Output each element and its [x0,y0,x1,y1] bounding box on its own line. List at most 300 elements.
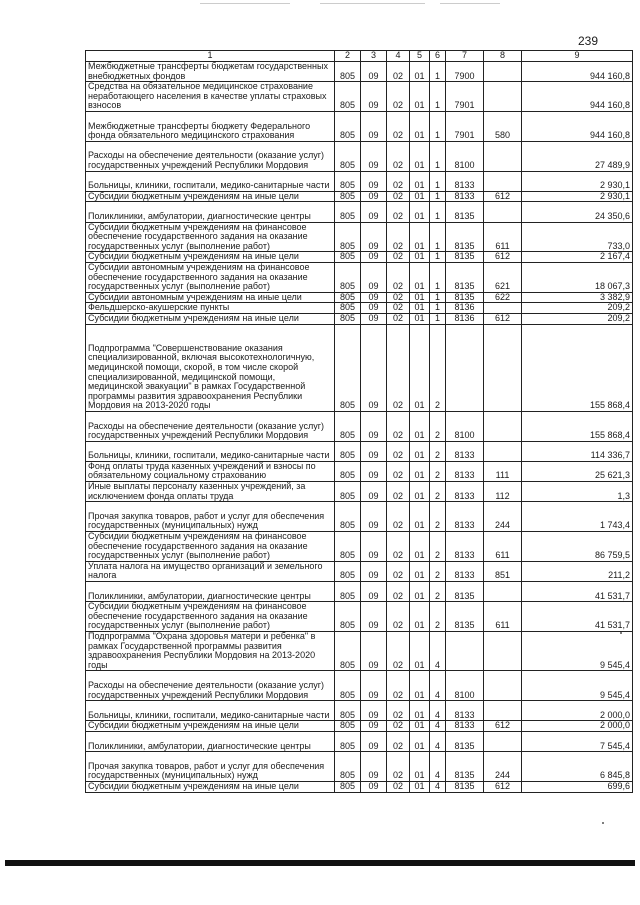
row-code-c2: 805 [335,502,361,532]
row-code-c8 [484,82,522,112]
row-code-c2: 805 [335,602,361,632]
table-row [86,82,633,112]
row-code-c9: 27 489,9 [522,141,633,171]
row-code-c3: 09 [361,701,387,721]
row-description: Субсидии бюджетным учреждениям на иные цели [86,191,335,202]
row-code-c6: 1 [430,262,446,292]
table-row [86,292,633,303]
row-code-c7: 8135 [446,602,484,632]
row-code-c8 [484,671,522,701]
row-description: Прочая закупка товаров, работ и услуг для обеспечения государственных (муниципальных) нужд [86,502,335,532]
row-description: Прочая закупка товаров, работ и услуг для обеспечения государственных (муниципальных) нужд [86,752,335,782]
row-code-c5: 01 [410,502,430,532]
header-cell: 6 [430,51,446,62]
row-code-c2: 805 [335,482,361,502]
row-code-c7: 8135 [446,202,484,222]
row-code-c8: 612 [484,781,522,792]
row-code-c3: 09 [361,141,387,171]
row-code-c4: 02 [387,632,410,671]
row-code-c3: 09 [361,671,387,701]
row-code-c6: 1 [430,313,446,324]
row-code-c4: 02 [387,141,410,171]
row-code-c8: 612 [484,721,522,732]
table-row [86,671,633,701]
row-code-c3: 09 [361,532,387,562]
table-row [86,732,633,752]
row-code-c4: 02 [387,721,410,732]
row-code-c7: 8135 [446,252,484,263]
row-code-c8: 611 [484,602,522,632]
row-code-c5: 01 [410,781,430,792]
row-description: Межбюджетные трансферты бюджету Федерального фонда обязательного медицинского страхования [86,111,335,141]
header-row [86,51,633,62]
row-code-c7: 8135 [446,292,484,303]
row-code-c4: 02 [387,502,410,532]
row-code-c5: 01 [410,252,430,263]
row-code-c3: 09 [361,262,387,292]
row-code-c7: 7900 [446,62,484,82]
row-code-c3: 09 [361,732,387,752]
row-code-c6: 4 [430,781,446,792]
row-code-c9: 2 000,0 [522,701,633,721]
row-code-c4: 02 [387,303,410,314]
row-code-c9: 2 167,4 [522,252,633,263]
row-code-c8: 621 [484,262,522,292]
row-code-c5: 01 [410,262,430,292]
row-code-c2: 805 [335,313,361,324]
row-code-c3: 09 [361,482,387,502]
row-code-c3: 09 [361,721,387,732]
row-code-c9: 9 545,4 [522,632,633,671]
row-description: Подпрограмма "Охрана здоровья матери и ребенка" в рамках Государственной программы развития здравоохранения Республики Мордовия на 2013-2020 годы [86,632,335,671]
row-code-c4: 02 [387,111,410,141]
row-code-c3: 09 [361,582,387,602]
row-code-c8: 244 [484,502,522,532]
row-code-c2: 805 [335,461,361,481]
table-row [86,252,633,263]
header-cell: 4 [387,51,410,62]
table-row [86,222,633,252]
row-code-c7: 8133 [446,721,484,732]
table-row [86,532,633,562]
row-code-c6: 1 [430,292,446,303]
row-code-c8 [484,303,522,314]
row-code-c5: 01 [410,532,430,562]
row-code-c3: 09 [361,461,387,481]
row-code-c3: 09 [361,62,387,82]
row-code-c4: 02 [387,701,410,721]
row-code-c5: 01 [410,313,430,324]
row-code-c3: 09 [361,324,387,411]
table-row [86,313,633,324]
row-code-c5: 01 [410,561,430,581]
table-row [86,62,633,82]
row-code-c9: 1 743,4 [522,502,633,532]
header-cell: 3 [361,51,387,62]
row-code-c3: 09 [361,752,387,782]
row-code-c3: 09 [361,411,387,441]
row-code-c4: 02 [387,461,410,481]
row-code-c9: 2 930,1 [522,171,633,191]
row-code-c3: 09 [361,781,387,792]
row-code-c2: 805 [335,671,361,701]
row-code-c7: 8100 [446,141,484,171]
row-code-c9: 944 160,8 [522,111,633,141]
row-code-c7: 8133 [446,171,484,191]
row-code-c2: 805 [335,732,361,752]
row-code-c5: 01 [410,671,430,701]
row-code-c9: 733,0 [522,222,633,252]
row-description: Фельдшерско-акушерские пункты [86,303,335,314]
table-row [86,701,633,721]
row-description: Больницы, клиники, госпитали, медико-санитарные части [86,701,335,721]
row-code-c9: 25 621,3 [522,461,633,481]
table-row [86,561,633,581]
row-code-c2: 805 [335,82,361,112]
row-description: Субсидии бюджетным учреждениям на иные цели [86,313,335,324]
row-code-c6: 4 [430,721,446,732]
scan-speck [620,632,622,634]
row-code-c7: 8135 [446,752,484,782]
page-number: 239 [577,34,598,48]
row-code-c2: 805 [335,324,361,411]
row-description: Иные выплаты персоналу казенных учреждений, за исключением фонда оплаты труда [86,482,335,502]
row-code-c2: 805 [335,141,361,171]
row-description: Поликлиники, амбулатории, диагностические центры [86,582,335,602]
row-code-c4: 02 [387,82,410,112]
scan-bottom-bar [5,860,635,866]
row-code-c7: 8133 [446,701,484,721]
table-row [86,582,633,602]
row-code-c5: 01 [410,752,430,782]
row-code-c9: 114 336,7 [522,441,633,461]
row-code-c9: 2 000,0 [522,721,633,732]
row-code-c5: 01 [410,222,430,252]
row-code-c6: 1 [430,202,446,222]
row-description: Расходы на обеспечение деятельности (оказание услуг) государственных учреждений Республики Мордовия [86,671,335,701]
row-code-c5: 01 [410,191,430,202]
row-description: Фонд оплаты труда казенных учреждений и взносы по обязательному социальному страхованию [86,461,335,481]
row-code-c4: 02 [387,441,410,461]
row-code-c7: 8136 [446,303,484,314]
row-code-c8: 611 [484,532,522,562]
row-code-c6: 1 [430,141,446,171]
row-code-c8 [484,141,522,171]
row-code-c8: 244 [484,752,522,782]
row-code-c9: 86 759,5 [522,532,633,562]
table-row [86,461,633,481]
row-code-c6: 2 [430,411,446,441]
row-code-c4: 02 [387,222,410,252]
row-description: Субсидии автономным учреждениям на финансовое обеспечение государственного задания на оказание государственных услуг (выполнение работ) [86,262,335,292]
row-code-c8 [484,411,522,441]
row-code-c9: 41 531,7 [522,602,633,632]
row-description: Субсидии бюджетным учреждениям на финансовое обеспечение государственного задания на оказание государственных услуг (выполнение работ) [86,532,335,562]
row-code-c8 [484,632,522,671]
row-description: Межбюджетные трансферты бюджетам государственных внебюджетных фондов [86,62,335,82]
row-description: Субсидии бюджетным учреждениям на финансовое обеспечение государственного задания на оказание государственных услуг (выполнение работ) [86,222,335,252]
row-code-c3: 09 [361,252,387,263]
row-code-c5: 01 [410,411,430,441]
table-row [86,502,633,532]
row-code-c2: 805 [335,303,361,314]
row-code-c4: 02 [387,781,410,792]
row-code-c9: 7 545,4 [522,732,633,752]
row-code-c5: 01 [410,701,430,721]
row-code-c5: 01 [410,171,430,191]
row-code-c3: 09 [361,202,387,222]
row-code-c6: 2 [430,532,446,562]
row-code-c6: 1 [430,252,446,263]
row-code-c2: 805 [335,632,361,671]
row-code-c8: 612 [484,313,522,324]
row-code-c6: 4 [430,671,446,701]
row-code-c2: 805 [335,252,361,263]
row-code-c7: 8133 [446,482,484,502]
row-code-c4: 02 [387,191,410,202]
row-code-c2: 805 [335,411,361,441]
row-code-c2: 805 [335,292,361,303]
table-row [86,111,633,141]
row-code-c9: 699,6 [522,781,633,792]
row-code-c9: 211,2 [522,561,633,581]
table-row [86,781,633,792]
row-description: Расходы на обеспечение деятельности (оказание услуг) государственных учреждений Республики Мордовия [86,411,335,441]
row-code-c4: 02 [387,752,410,782]
row-code-c5: 01 [410,202,430,222]
row-code-c8: 111 [484,461,522,481]
table-row [86,262,633,292]
row-code-c4: 02 [387,313,410,324]
row-code-c5: 01 [410,732,430,752]
row-code-c4: 02 [387,482,410,502]
row-code-c2: 805 [335,582,361,602]
row-code-c4: 02 [387,732,410,752]
row-code-c3: 09 [361,602,387,632]
row-description: Поликлиники, амбулатории, диагностические центры [86,202,335,222]
row-code-c5: 01 [410,62,430,82]
row-code-c7: 8135 [446,781,484,792]
row-code-c8 [484,701,522,721]
row-code-c6: 4 [430,632,446,671]
row-code-c6: 1 [430,222,446,252]
row-code-c7: 8135 [446,582,484,602]
budget-table [85,50,633,793]
table-row [86,411,633,441]
row-description: Уплата налога на имущество организаций и земельного налога [86,561,335,581]
row-code-c2: 805 [335,222,361,252]
row-description: Субсидии бюджетным учреждениям на иные цели [86,721,335,732]
row-description: Субсидии бюджетным учреждениям на финансовое обеспечение государственного задания на оказание государственных услуг (выполнение работ) [86,602,335,632]
row-code-c7 [446,324,484,411]
row-description: Расходы на обеспечение деятельности (оказание услуг) государственных учреждений Республики Мордовия [86,141,335,171]
row-code-c9: 2 930,1 [522,191,633,202]
row-code-c5: 01 [410,303,430,314]
row-code-c8 [484,62,522,82]
row-code-c3: 09 [361,82,387,112]
row-code-c7 [446,632,484,671]
row-code-c9: 41 531,7 [522,582,633,602]
row-code-c6: 4 [430,752,446,782]
row-code-c3: 09 [361,313,387,324]
header-cell: 5 [410,51,430,62]
row-code-c9: 944 160,8 [522,62,633,82]
row-code-c8: 851 [484,561,522,581]
row-code-c6: 2 [430,561,446,581]
header-cell: 1 [86,51,335,62]
row-code-c9: 155 868,4 [522,411,633,441]
row-code-c4: 02 [387,671,410,701]
row-code-c7: 8133 [446,191,484,202]
row-code-c2: 805 [335,262,361,292]
row-code-c6: 2 [430,502,446,532]
row-code-c7: 8133 [446,532,484,562]
row-code-c7: 8135 [446,222,484,252]
table-row [86,482,633,502]
row-code-c4: 02 [387,62,410,82]
row-code-c5: 01 [410,441,430,461]
header-cell: 8 [484,51,522,62]
table-row [86,602,633,632]
row-description: Больницы, клиники, госпитали, медико-санитарные части [86,441,335,461]
row-code-c5: 01 [410,292,430,303]
row-code-c8: 611 [484,222,522,252]
row-code-c2: 805 [335,532,361,562]
row-description: Субсидии бюджетным учреждениям на иные цели [86,252,335,263]
row-code-c6: 2 [430,441,446,461]
table-row [86,171,633,191]
row-code-c4: 02 [387,561,410,581]
row-code-c9: 209,2 [522,313,633,324]
row-code-c2: 805 [335,781,361,792]
row-code-c5: 01 [410,82,430,112]
row-code-c9: 209,2 [522,303,633,314]
row-code-c2: 805 [335,561,361,581]
row-code-c4: 02 [387,324,410,411]
row-code-c4: 02 [387,532,410,562]
row-code-c5: 01 [410,632,430,671]
row-code-c6: 2 [430,461,446,481]
row-code-c9: 6 845,8 [522,752,633,782]
row-code-c2: 805 [335,721,361,732]
row-code-c3: 09 [361,303,387,314]
row-code-c5: 01 [410,461,430,481]
row-code-c6: 1 [430,191,446,202]
row-code-c5: 01 [410,482,430,502]
table-row [86,191,633,202]
row-code-c5: 01 [410,324,430,411]
row-code-c7: 8133 [446,561,484,581]
table-row [86,324,633,411]
row-code-c7: 7901 [446,111,484,141]
table-row [86,721,633,732]
row-code-c9: 9 545,4 [522,671,633,701]
row-description: Субсидии бюджетным учреждениям на иные цели [86,781,335,792]
row-code-c2: 805 [335,111,361,141]
row-code-c4: 02 [387,262,410,292]
row-code-c4: 02 [387,252,410,263]
header-cell: 7 [446,51,484,62]
row-code-c2: 805 [335,701,361,721]
row-code-c3: 09 [361,292,387,303]
row-code-c9: 3 382,9 [522,292,633,303]
table-row [86,303,633,314]
row-code-c3: 09 [361,171,387,191]
row-code-c3: 09 [361,441,387,461]
row-code-c3: 09 [361,502,387,532]
row-description: Поликлиники, амбулатории, диагностические центры [86,732,335,752]
row-code-c6: 2 [430,602,446,632]
table-body [86,62,633,793]
row-code-c2: 805 [335,202,361,222]
table-row [86,441,633,461]
row-code-c7: 8135 [446,732,484,752]
row-code-c4: 02 [387,292,410,303]
row-code-c6: 4 [430,701,446,721]
row-code-c7: 8133 [446,461,484,481]
row-description: Подпрограмма "Совершенствование оказания специализированной, включая высокотехнологичную, медицинской помощи, скорой, в том числе скорой специализированной, медицинской помощи, медицинской эвакуации" в рамках Государственной программы развития здравоохранения Республики Мордовия на 2013-2020 годы [86,324,335,411]
row-code-c8: 622 [484,292,522,303]
row-code-c6: 1 [430,82,446,112]
row-code-c5: 01 [410,582,430,602]
row-code-c7: 8135 [446,262,484,292]
row-description: Больницы, клиники, госпитали, медико-санитарные части [86,171,335,191]
row-code-c7: 8133 [446,441,484,461]
table-row [86,632,633,671]
row-code-c2: 805 [335,171,361,191]
row-code-c7: 8100 [446,411,484,441]
table-row [86,202,633,222]
row-code-c3: 09 [361,222,387,252]
row-description: Субсидии автономным учреждениям на иные цели [86,292,335,303]
table-row [86,752,633,782]
row-code-c8: 580 [484,111,522,141]
row-code-c8 [484,202,522,222]
row-code-c6: 1 [430,171,446,191]
row-code-c6: 1 [430,62,446,82]
row-code-c9: 24 350,6 [522,202,633,222]
row-code-c9: 1,3 [522,482,633,502]
row-code-c8 [484,324,522,411]
row-code-c6: 4 [430,732,446,752]
row-code-c7: 8136 [446,313,484,324]
row-code-c9: 18 067,3 [522,262,633,292]
row-code-c8: 612 [484,191,522,202]
row-code-c4: 02 [387,171,410,191]
row-code-c8: 612 [484,252,522,263]
row-code-c4: 02 [387,411,410,441]
row-code-c6: 1 [430,111,446,141]
row-code-c2: 805 [335,441,361,461]
row-code-c8 [484,171,522,191]
row-code-c8 [484,441,522,461]
row-code-c5: 01 [410,111,430,141]
row-code-c2: 805 [335,62,361,82]
row-code-c8 [484,732,522,752]
header-cell: 9 [522,51,633,62]
row-code-c7: 8100 [446,671,484,701]
row-code-c5: 01 [410,721,430,732]
scan-top-rule [200,3,500,4]
row-code-c2: 805 [335,752,361,782]
row-code-c7: 8133 [446,502,484,532]
row-code-c5: 01 [410,602,430,632]
row-code-c8: 112 [484,482,522,502]
row-code-c8 [484,582,522,602]
row-code-c6: 2 [430,324,446,411]
row-code-c3: 09 [361,111,387,141]
row-code-c9: 944 160,8 [522,82,633,112]
